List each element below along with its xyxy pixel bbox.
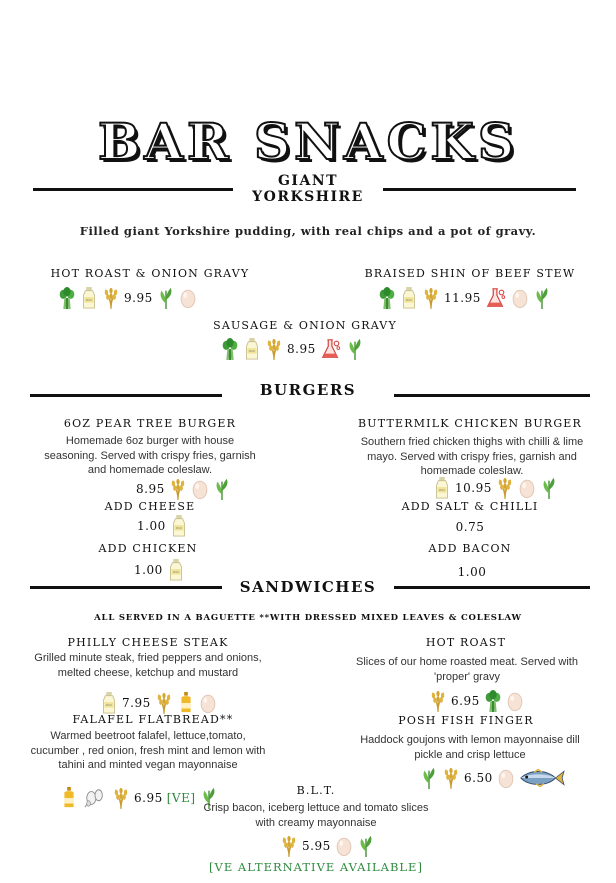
milk-icon [170,515,188,537]
hot-roast-desc: Slices of our home roasted meat. Served with 'proper' gravy [356,656,578,683]
add-salt-chilli-name: ADD SALT & CHILLI [401,500,539,513]
hot-roast-row [429,690,524,712]
philly-price: 7.95 [122,696,151,710]
burgers-heading: BURGERS [222,380,394,400]
celery-icon [484,690,502,712]
fish-icon [519,769,565,787]
fish-finger-desc: Haddock goujons with lemon mayonnaise dill pickle and crisp lettuce [360,734,580,761]
egg-icon [518,477,536,499]
milk-icon [400,287,418,309]
blt-name: B.L.T. [296,784,336,797]
sandwiches-heading: SANDWICHES [222,577,394,597]
mustard-leaf-icon [533,287,551,309]
page-title: BAR SNACKS [98,112,518,171]
beef-stew-name: BRAISED SHIN OF BEEF STEW [364,267,576,280]
mustard-leaf-icon [157,287,175,309]
add-bacon-price: 1.00 [457,565,487,579]
wheat-icon [112,787,130,809]
add-salt-chilli-price: 0.75 [455,520,485,534]
fish-finger-row [420,767,565,789]
milk-icon [80,287,98,309]
pear-burger-desc: Homemade 6oz burger with house seasoning. Served with crispy fries, garnish and homemade coleslaw. [44,435,256,476]
yorkshire-heading-line1: GIANT [233,174,383,188]
add-cheese-row [137,515,188,537]
falafel-vegan-tag: [VE] [166,791,196,805]
egg-icon [497,767,515,789]
falafel-desc: Warmed beetroot falafel, lettuce,tomato, cucumber , red onion, fresh mint and lemon with tahini and minted vegan mayonnaise [30,730,266,771]
mustard-leaf-icon [213,478,231,500]
hot-roast-name: HOT ROAST [425,636,507,649]
ve-alternative-note: [VE ALTERNATIVE AVAILABLE] [209,860,423,874]
pear-burger-name: 6OZ PEAR TREE BURGER [63,417,237,430]
wheat-icon [280,835,298,857]
celery-icon [378,287,396,309]
chicken-burger-row [433,477,558,499]
celery-icon [221,338,239,360]
mustard-leaf-icon [357,835,375,857]
blt-row [280,835,375,857]
wheat-icon [429,690,447,712]
mustard-leaf-icon [420,767,438,789]
add-cheese-name: ADD CHEESE [104,500,196,513]
falafel-row [60,787,218,809]
yorkshire-intro: Filled giant Yorkshire pudding, with real chips and a pot of gravy. [79,224,537,238]
wheat-icon [102,287,120,309]
add-chicken-price: 1.00 [134,563,163,577]
egg-icon [511,287,529,309]
milk-icon [243,338,261,360]
philly-desc: Grilled minute steak, fried peppers and onions, melted cheese, ketchup and mustard [34,652,262,679]
sausage-gravy-row [221,338,364,360]
sandwiches-subheading: ALL SERVED IN A BAGUETTE **WITH DRESSED MIXED LEAVES & COLESLAW [94,613,522,623]
beef-stew-price: 11.95 [444,291,481,305]
wheat-icon [496,477,514,499]
mustard-bottle-icon [60,787,78,809]
egg-icon [191,478,209,500]
chicken-burger-name: BUTTERMILK CHICKEN BURGER [357,417,583,430]
wheat-icon [422,287,440,309]
add-bacon-name: ADD BACON [428,542,512,555]
philly-name: PHILLY CHEESE STEAK [67,636,229,649]
milk-icon [100,692,118,714]
hot-roast-gravy-price: 9.95 [124,291,153,305]
wheat-icon [169,478,187,500]
milk-icon [167,559,185,581]
egg-icon [335,835,353,857]
add-chicken-name: ADD CHICKEN [98,542,198,555]
divider-right [383,188,576,191]
mustard-bottle-icon [177,692,195,714]
falafel-price: 6.95 [134,791,163,805]
hot-roast-price: 6.95 [451,694,480,708]
blt-price: 5.95 [302,839,331,853]
chicken-burger-price: 10.95 [455,481,492,495]
fish-finger-price: 6.50 [464,771,493,785]
blt-desc: Crisp bacon, iceberg lettuce and tomato slices with creamy mayonnaise [203,802,429,829]
mustard-leaf-icon [346,338,364,360]
yorkshire-heading-line2: YORKSHIRE [233,190,383,204]
milk-icon [433,477,451,499]
hot-roast-gravy-name: HOT ROAST & ONION GRAVY [50,267,250,280]
sulphite-flask-icon [320,338,342,360]
add-chicken-row [134,559,185,581]
sulphite-flask-icon [485,287,507,309]
pear-burger-price: 8.95 [136,482,165,496]
falafel-name: FALAFEL FLATBREAD** [72,713,234,726]
wheat-icon [265,338,283,360]
wheat-icon [442,767,460,789]
mustard-leaf-icon [540,477,558,499]
divider-left [33,188,233,191]
philly-row [100,692,217,714]
sausage-gravy-name: SAUSAGE & ONION GRAVY [213,319,397,332]
beef-stew-row [378,287,551,309]
pear-burger-row [136,478,231,500]
hot-roast-gravy-row [58,287,197,309]
egg-icon [506,690,524,712]
add-cheese-price: 1.00 [137,519,166,533]
sesame-icon [82,787,108,809]
egg-icon [199,692,217,714]
celery-icon [58,287,76,309]
fish-finger-name: POSH FISH FINGER [398,714,534,727]
sausage-gravy-price: 8.95 [287,342,316,356]
egg-icon [179,287,197,309]
wheat-icon [155,692,173,714]
chicken-burger-desc: Southern fried chicken thighs with chilli & lime mayo. Served with crispy fries, garnish and homemade coleslaw. [360,436,584,477]
